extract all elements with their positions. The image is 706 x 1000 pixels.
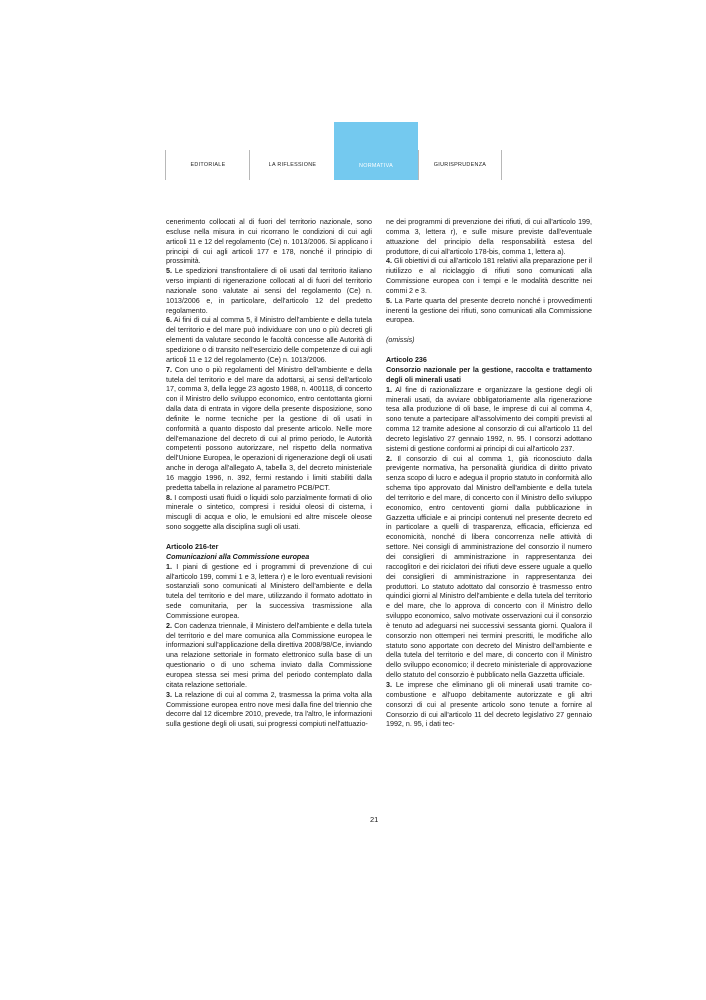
comma-text: I piani di gestione ed i programmi di prevenzione di cui all'articolo 199, commi 1 e 3, lettera r) e le loro eventuali revisioni sostanziali sono comunicati al Ministero dell'ambiente e della tutela del territorio e del mare, utilizzando il formato adottato in sede comunitaria, per la successiva trasmissione alla Commissione europea.	[166, 562, 372, 620]
comma-text: La relazione di cui al comma 2, trasmessa la prima volta alla Commissione europea entro nove mesi dalla fine del triennio che decorre dal 12 dicembre 2010, prevede, tra l'altro, le informazioni sulla gestione degli oli usati, sui progressi compiuti nell'attuazio-	[166, 690, 373, 729]
paragraph-art236-2	[386, 455, 592, 681]
comma-text: Le imprese che eliminano gli oli minerali usati tramite co-combustione e all'uopo debitamente autorizzate e gli altri consorzi di cui al presente articolo sono tenute a fornire al Consorzio di cui all'articolo 11 del decreto legislativo 27 gennaio 1992, n. 95, i dati tec-	[386, 680, 593, 729]
paragraph-continuation: ne dei programmi di prevenzione dei rifiuti, di cui all'articolo 199, comma 3, lettera r), e sulle misure previste dall'eventuale attuazione del principio della responsabilità estesa del produttore, di cui all'articolo 178-bis, comma 1, lettera a).	[386, 218, 592, 256]
comma-number: 1.	[386, 385, 392, 394]
article-subtitle: Comunicazioni alla Commissione europea	[166, 552, 310, 561]
comma-number: 2.	[166, 621, 172, 630]
comma-number: 3.	[386, 680, 392, 689]
page-number: 21	[370, 815, 379, 824]
comma-text: Con cadenza triennale, il Ministero dell'ambiente e della tutela del territorio e del mare comunica alla Commissione europea le informazioni sull'applicazione della direttiva 2008/98/Ce, inviando una relazione settoriale in formato elettronico sulla base di un questionario o di uno schema inviato dalla Commissione europea stessa sei mesi prima del periodo contemplato dalla citata relazione settoriale.	[166, 621, 372, 689]
paragraph-continuation: cenerimento collocati al di fuori del territorio nazionale, sono escluse nella misura in cui ricorrano le condizioni di cui agli articoli 11 e 12 del regolamento (Ce) n. 1013/2006. Si applicano i principi di cui agli articoli 177 e 178, nonché il principio di prossimità.	[166, 218, 372, 266]
comma-number: 5.	[386, 296, 392, 305]
paragraph-art216ter-1	[166, 563, 372, 622]
comma-text: La Parte quarta del presente decreto nonché i provvedimenti inerenti la gestione dei rifiuti, sono comunicati alla Commissione europea.	[386, 296, 592, 325]
tab-la-riflessione[interactable]: LA RIFLESSIONE	[249, 150, 335, 180]
comma-text: Ai fini di cui al comma 5, il Ministro dell'ambiente e della tutela del territorio e del mare può individuare con uno o più decreti gli elementi da valutare secondo le facoltà concesse alle Autorità di spedizione o di transito nell'esercizio delle competenze di cui agli articoli 11 e 12 del regolamento (Ce) n. 1013/2006.	[166, 316, 372, 364]
comma-text: Gli obiettivi di cui all'articolo 181 relativi alla preparazione per il riutilizzo e al riciclaggio di rifiuti sono comunicati alla Commissione europea con i tempi e le modalità descritte nei commi 2 e 3.	[386, 257, 592, 295]
comma-number: 7.	[166, 365, 172, 374]
tab-giurisprudenza[interactable]: GIURISPRUDENZA	[418, 150, 502, 180]
paragraph-art236-1	[386, 386, 592, 455]
comma-number: 8.	[166, 493, 172, 502]
comma-text: Le spedizioni transfrontaliere di oli usati dal territorio italiano verso impianti di rigenerazione collocati al di fuori del territorio nazionale sono valutate ai sensi del regolamento (Ce) n. 1013/2006 e, in particolare, dell'articolo 12 del predetto regolamento.	[166, 267, 372, 315]
comma-number: 4.	[386, 257, 392, 266]
comma-number: 3.	[166, 690, 172, 699]
tab-normativa[interactable]: NORMATIVA	[359, 163, 393, 169]
article-title: Articolo 236	[386, 356, 427, 365]
article-subtitle: Consorzio nazionale per la gestione, raccolta e trattamento degli oli minerali usati	[386, 365, 592, 384]
paragraph-art216ter-4	[386, 257, 592, 296]
paragraph-art216ter-2	[166, 622, 372, 691]
comma-text: Al fine di razionalizzare e organizzare la gestione degli oli minerali usati, da avviare obbligatoriamente alla rigenerazione tesa alla produzione di oli base, le imprese di cui al comma 4, sono tenute a partecipare all'assolvimento dei compiti previsti al comma 12 tramite adesione al consorzio di cui all'articolo 11 del decreto legislativo 27 gennaio 1992, n. 95. I consorzi adottano sistemi di gestione conformi ai principi di cui all'articolo 237.	[386, 385, 592, 453]
paragraph-comma-5	[166, 267, 372, 316]
tab-editoriale[interactable]: EDITORIALE	[165, 150, 250, 180]
left-text-column	[166, 218, 372, 730]
paragraph-comma-6	[166, 316, 372, 365]
comma-number: 6.	[166, 316, 172, 325]
article-title: Articolo 216-ter	[166, 543, 219, 551]
paragraph-art236-3	[386, 681, 592, 730]
comma-text: I composti usati fluidi o liquidi solo parzialmente formati di olio minerale o sintetico, compresi i residui oleosi di cisterna, i miscugli di acqua e olio, le emulsioni ed altre miscele oleose sono soggette alla disciplina sugli oli usati.	[166, 493, 373, 532]
comma-text: Con uno o più regolamenti del Ministro dell'ambiente e della tutela del territorio e del mare da adottarsi, ai sensi dell'articolo 17, comma 3, della legge 23 agosto 1988, n. 400118, di concerto con il Ministro dello sviluppo economico, entro centottanta giorni dalla data di entrata in vigore della presente disposizione, sono definite le norme tecniche per la gestione di oli usati in conformità a quanto disposto dal presente articolo. Nelle more dell'emanazione del decreto di cui al primo periodo, le Autorità competenti possono autorizzare, nel rispetto della normativa dell'Unione Europea, le operazioni di rigenerazione degli oli usati anche in deroga all'allegato A, tabella 3, del decreto ministeriale 16 maggio 1996, n. 392, fermi restando i limiti stabiliti dalla predetta tabella in relazione al parametro PCB/PCT.	[166, 365, 373, 492]
paragraph-art216ter-3	[166, 691, 372, 730]
comma-number: 5.	[166, 267, 172, 276]
omissis-note: (omissis)	[386, 336, 415, 345]
paragraph-comma-8	[166, 494, 372, 533]
comma-text: Il consorzio di cui al comma 1, già riconosciuto dalla previgente normativa, ha personalità giuridica di diritto privato senza scopo di lucro e adegua il proprio statuto in conformità allo schema tipo approvato dal Ministro dell'ambiente e della tutela del territorio e del mare, di concerto con il Ministro dello sviluppo economico, entro centoventi giorni dalla pubblicazione in Gazzetta ufficiale e ai principi contenuti nel presente decreto ed in particolare a quelli di trasparenza, efficacia, efficienza ed economicità, nonché di libera concorrenza nelle attività di settore. Nei consigli di amministrazione del consorzio il numero dei consiglieri di amministrazione in rappresentanza dei raccoglitori e dei riciclatori dei rifiuti deve essere uguale a quello dei consiglieri di amministrazione in rappresentanza dei produttori. Lo statuto adottato dal consorzio è trasmesso entro quindici giorni al Ministro dell'ambiente e della tutela del territorio e del mare, che lo approva di concerto con il Ministro dello sviluppo economico, salvo motivate osservazioni cui il consorzio è tenuto ad adeguarsi nei successivi sessanta giorni. Qualora il consorzio non ottemperi nei termini prescritti, le modifiche allo statuto sono apportate con decreto del Ministro dell'ambiente e della tutela del territorio e del mare, di concerto con il Ministro dello sviluppo economico; il decreto ministeriale di approvazione dello statuto del consorzio è pubblicato nella Gazzetta ufficiale.	[386, 454, 593, 680]
comma-number: 1.	[166, 562, 172, 571]
comma-number: 2.	[386, 454, 392, 463]
right-text-column	[386, 218, 592, 730]
paragraph-art216ter-5	[386, 297, 592, 327]
section-tab-bar	[165, 122, 500, 180]
paragraph-comma-7	[166, 366, 372, 494]
